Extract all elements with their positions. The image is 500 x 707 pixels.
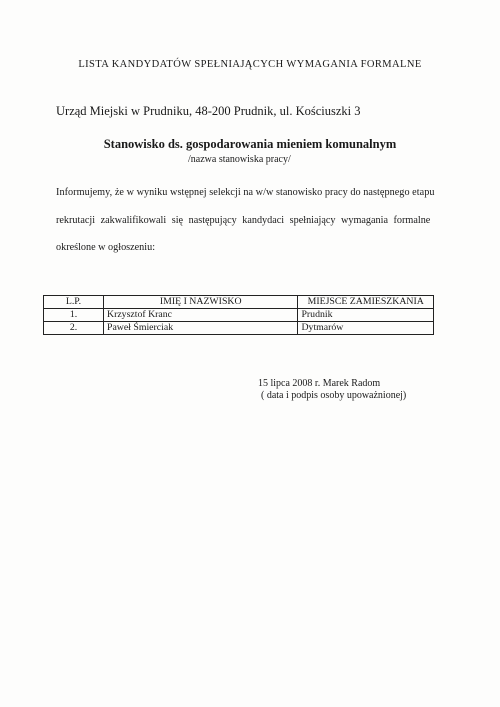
body-paragraph-line-2: rekrutacji zakwalifikowali się następujący kandydaci spełniający wymagania formalne [56,215,431,226]
document-title: LISTA KANDYDATÓW SPEŁNIAJĄCYCH WYMAGANIA FORMALNE [78,59,422,70]
cell-place: Prudnik [298,309,434,322]
column-header-lp: L.P. [44,296,104,309]
cell-lp: 2. [44,322,104,335]
signature-caption: ( data i podpis osoby upoważnionej) [261,390,407,401]
signature-date-name: 15 lipca 2008 r. Marek Radom [258,378,381,389]
cell-name: Paweł Śmierciak [104,322,298,335]
cell-place: Dytmarów [298,322,434,335]
cell-lp: 1. [44,309,104,322]
candidates-table [43,295,434,335]
column-header-name: IMIĘ I NAZWISKO [104,296,298,309]
table-header-row [44,296,434,309]
cell-name: Krzysztof Kranc [104,309,298,322]
table-row [44,309,434,322]
column-header-place: MIEJSCE ZAMIESZKANIA [298,296,434,309]
office-address: Urząd Miejski w Prudniku, 48-200 Prudnik, ul. Kościuszki 3 [56,104,361,118]
table-row [44,322,434,335]
position-title: Stanowisko ds. gospodarowania mieniem komunalnym [103,137,397,151]
body-paragraph-line-3: określone w ogłoszeniu: [56,242,156,253]
body-paragraph-line-1: Informujemy, że w wyniku wstępnej selekcji na w/w stanowisko pracy do następnego etapu [56,187,435,198]
position-subtitle: /nazwa stanowiska pracy/ [188,154,291,165]
